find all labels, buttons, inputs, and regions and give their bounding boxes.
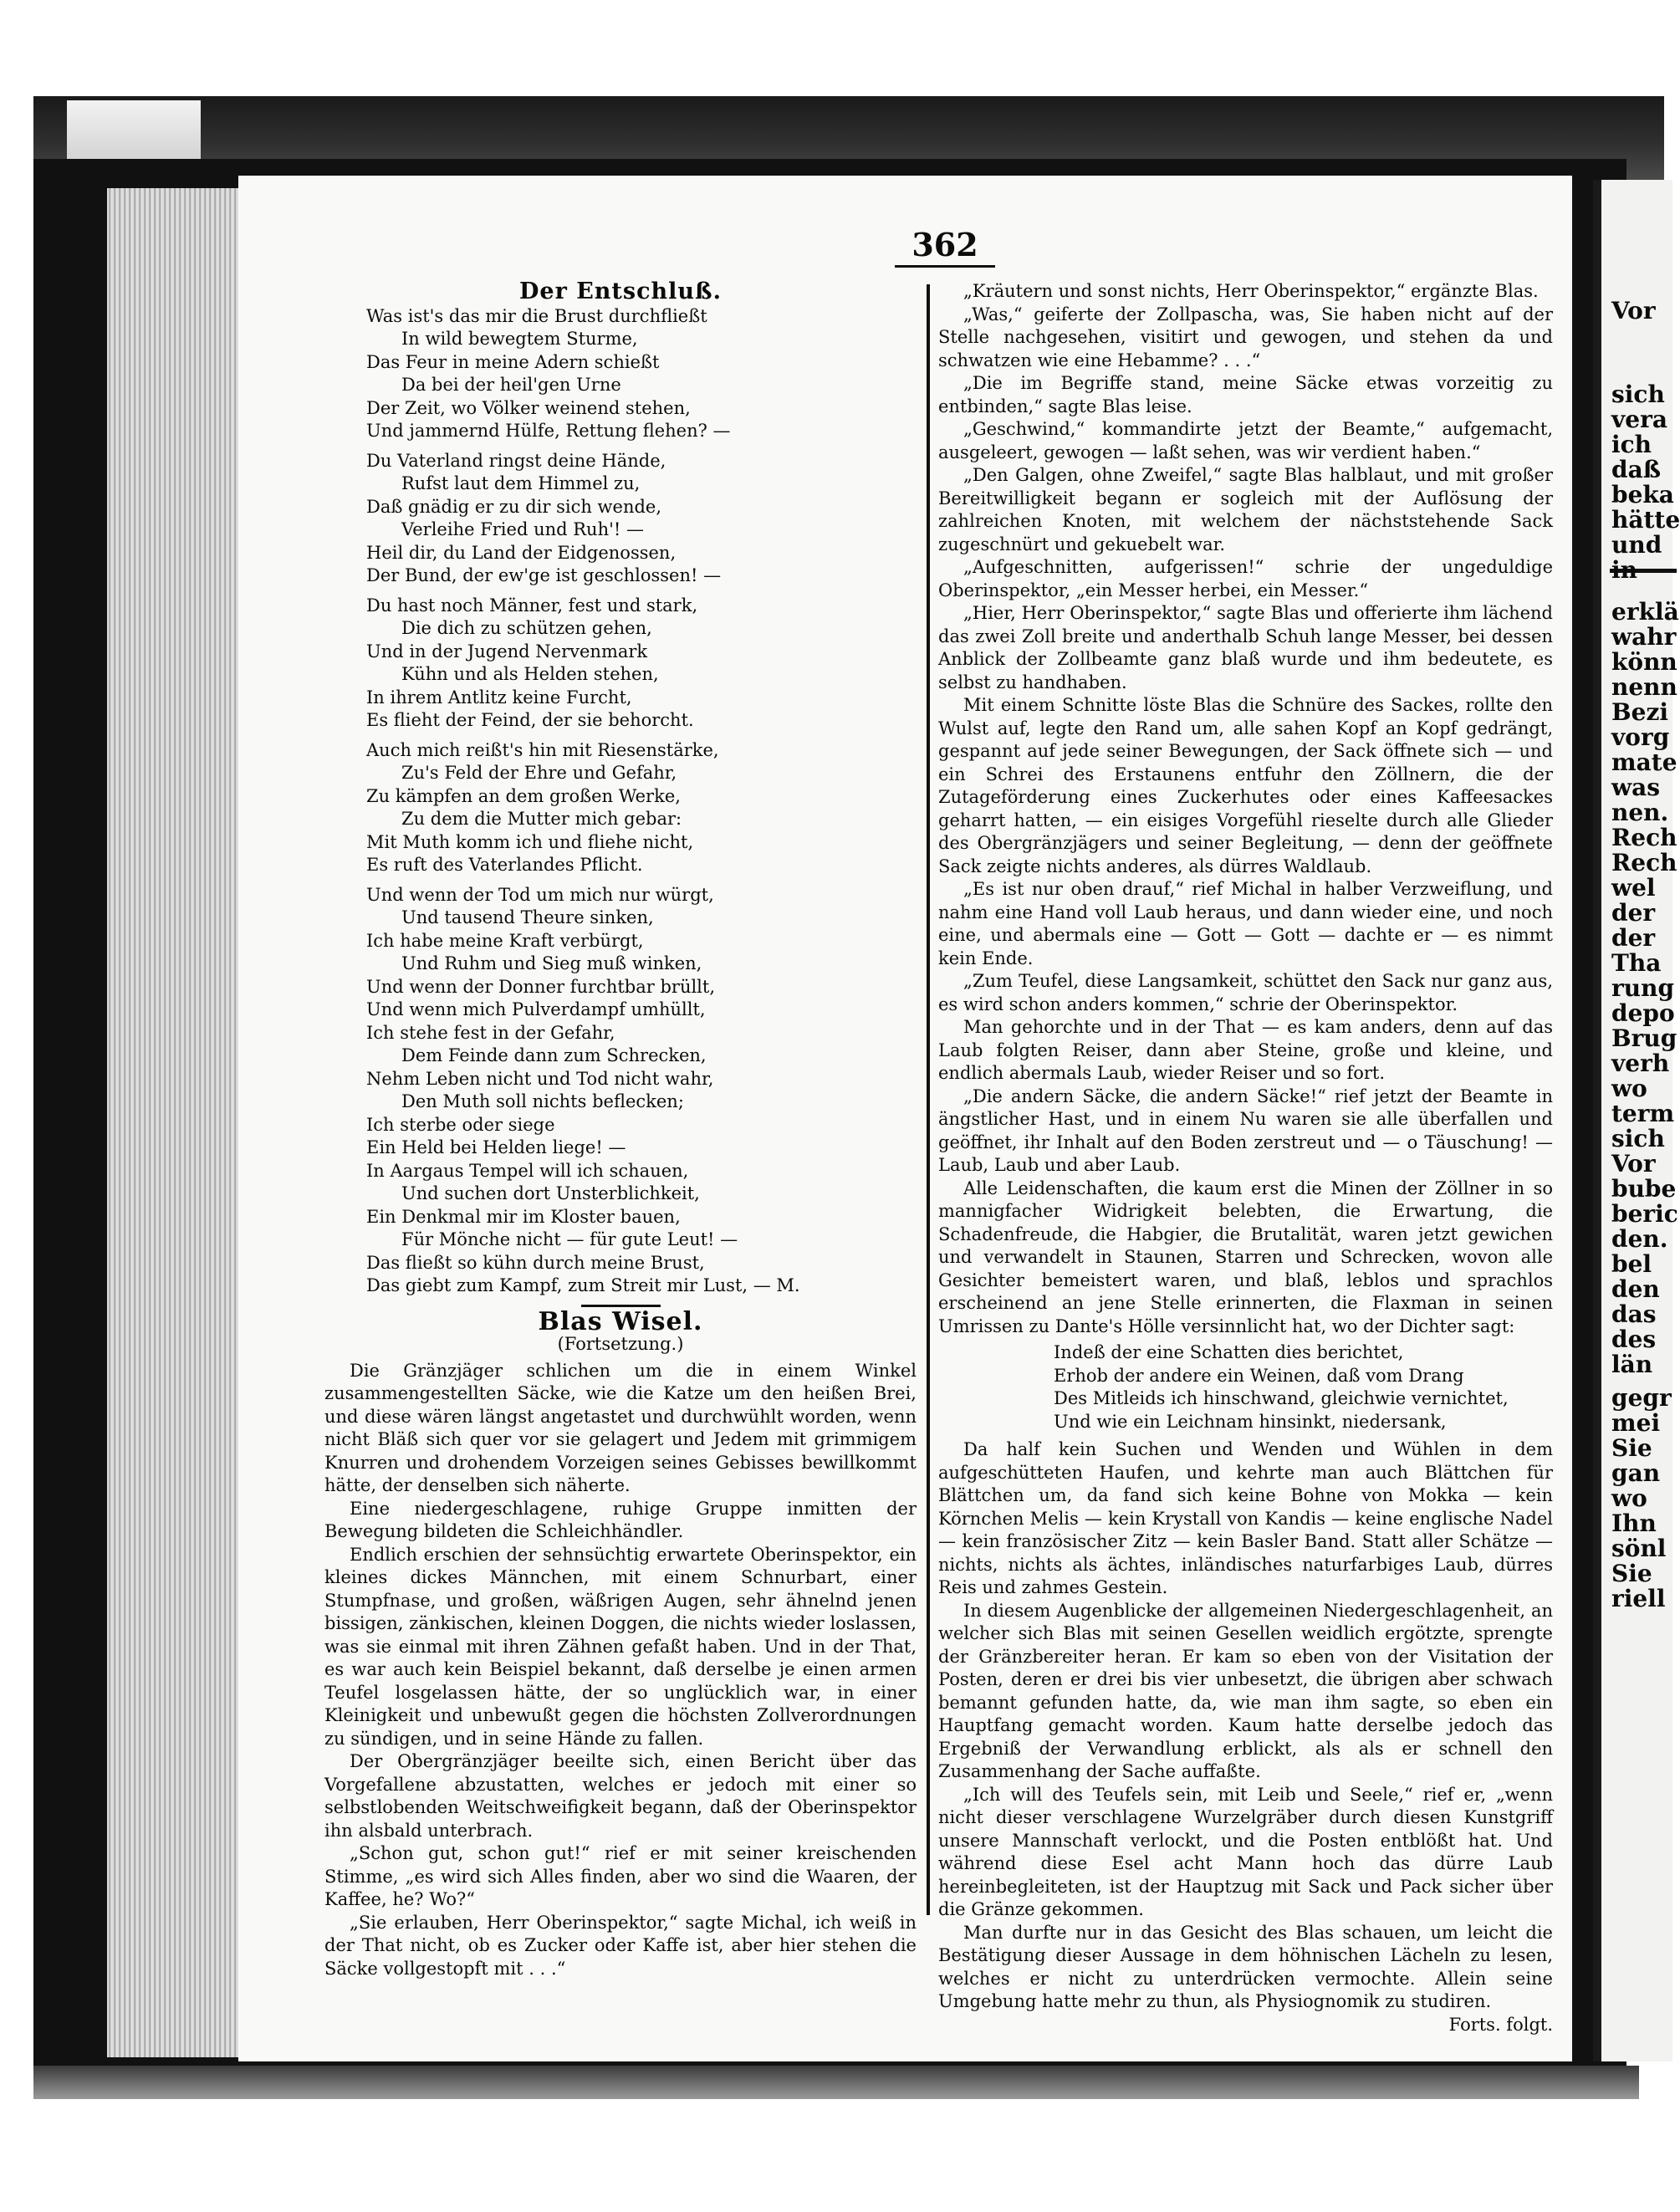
poem-stanza [366, 305, 917, 443]
adjacent-page-word: erklä [1611, 598, 1679, 626]
story-paragraph: „Schon gut, schon gut!“ rief er mit seiner kreischenden Stimme, „es wird sich Alles finden, aber wo sind die Waaren, der Kaffee, he? Wo?“ [324, 1843, 917, 1909]
poem-line: Zu's Feld der Ehre und Gefahr, [401, 763, 677, 783]
story-paragraph: Man gehorchte und in der That — es kam anders, denn auf das Laub folgten Reiser, dann aber Steine, große und kleine, und endlich abermals Laub, wieder Reiser und so fort. [938, 1017, 1553, 1083]
adjacent-page-word: Sie [1611, 1560, 1652, 1587]
poem-line: Der Zeit, wo Völker weinend stehen, [366, 397, 691, 418]
story-paragraph: Man durfte nur in das Gesicht des Blas schauen, um leicht die Bestätigung dieser Aussage in dem höhnischen Lächeln zu lesen, welches er nicht zu unterdrücken vermochte. Allein seine Umgebung hatte mehr zu thun, als Physiognomik zu studiren. [938, 1922, 1553, 2011]
poem-line: Du Vaterland ringst deine Hände, [366, 450, 666, 471]
poem-line: Das giebt zum Kampf, zum Streit mir Lust, — M. [366, 1275, 800, 1295]
scan-dark-border-bottom [33, 2066, 1639, 2099]
verse-line: Des Mitleids ich hinschwand, gleichwie vernichtet, [1054, 1388, 1509, 1408]
verse-line: Und wie ein Leichnam hinsinkt, niedersank, [1054, 1411, 1447, 1432]
adjacent-page-word: könn [1611, 648, 1677, 676]
story-paragraph: Die Gränzjäger schlichen um die in einem Winkel zusammengestellten Säcke, wie die Katze um den heißen Brei, und diese wären längst angetastet und durchwühlt worden, wenn nicht Bläß sich quer vor sie gelagert und Jedem mit grimmigem Knurren und drohendem Vorzeigen seines Gebisses bewillkommt hätte, der denselben sich näherte. [324, 1360, 917, 1495]
story-paragraph: „Die andern Säcke, die andern Säcke!“ rief jetzt der Beamte in ängstlicher Hast, und in einem Nu waren sie alle überfallen und geöffnet, ihr Inhalt auf den Boden zerstreut und — o Täuschung! — Laub, Laub und aber Laub. [938, 1086, 1553, 1175]
adjacent-page-word: daß [1611, 456, 1661, 483]
column-divider [927, 284, 930, 1915]
story-paragraph: Eine niedergeschlagene, ruhige Gruppe inmitten der Bewegung bildeten die Schleichhändler. [324, 1498, 917, 1541]
adjacent-page-word: wo [1611, 1075, 1647, 1102]
story-paragraph: „Was,“ geiferte der Zollpascha, was, Sie haben nicht auf der Stelle nachgesehen, visitirt und gewogen, und stehen da und schwatzen wie eine Hebamme? . . .“ [938, 304, 1553, 370]
story-paragraph: „Es ist nur oben drauf,“ rief Michal in halber Verzweiflung, und nahm eine Hand voll Laub heraus, und dann wieder eine, und noch eine, und abermals eine — Gott — Gott — dachte er — es nimmt kein Ende. [938, 879, 1553, 968]
adjacent-page-word: ich [1611, 431, 1652, 458]
adjacent-page-word: sich [1611, 1125, 1665, 1152]
adjacent-page-word: term [1611, 1100, 1675, 1127]
poem-line: Zu kämpfen an dem großen Werke, [366, 785, 681, 806]
poem-line: Und wenn mich Pulverdampf umhüllt, [366, 999, 706, 1019]
poem-line: Da bei der heil'gen Urne [401, 375, 621, 395]
poem-line: Rufst laut dem Himmel zu, [401, 473, 641, 493]
poem-line: Ich habe meine Kraft verbürgt, [366, 930, 644, 951]
adjacent-page-word: den [1611, 1275, 1660, 1303]
adjacent-page-word: den. [1611, 1225, 1668, 1253]
adjacent-page-word: Bezi [1611, 698, 1669, 726]
adjacent-page-word: mate [1611, 748, 1677, 776]
adjacent-page-word: sönl [1611, 1535, 1667, 1562]
adjacent-page-word: Rech [1611, 849, 1677, 876]
story-title: Blas Wisel. [538, 1306, 703, 1336]
poem-stanza [366, 884, 917, 1298]
adjacent-page-word: der [1611, 924, 1656, 952]
story-paragraph: Da half kein Suchen und Wenden und Wühlen in dem aufgeschütteten Haufen, und kehrte man auch Blättchen für Blättchen um, da fand sich keine Bohne von Mokka — kein Körnchen Melis — kein Krystall von Kandis — keine englische Nadel — kein französischer Zitz — kein Basler Band. Statt aller Schätze — nichts, nichts als ächtes, inländisches naturfarbiges Laub, dürres Reis und zahmes Gestein. [938, 1439, 1553, 1597]
book-page-edges [107, 188, 245, 2057]
poem-line: Das Feur in meine Adern schießt [366, 351, 660, 372]
poem-line: Und suchen dort Unsterblichkeit, [401, 1183, 700, 1203]
verse-line: Indeß der eine Schatten dies berichtet, [1054, 1342, 1404, 1362]
poem-line: Die dich zu schützen gehen, [401, 618, 652, 638]
poem-line: Ich stehe fest in der Gefahr, [366, 1022, 615, 1043]
story-paragraph: „Hier, Herr Oberinspektor,“ sagte Blas und offerierte ihm lächend das zwei Zoll breite und anderthalb Schuh lange Messer, bei dessen Anblick der Zollbeamte ganz blaß wurde und ihm bedeutete, es selbst zu handhaben. [938, 603, 1553, 692]
story-paragraph: „Kräutern und sonst nichts, Herr Oberinspektor,“ ergänzte Blas. [963, 281, 1539, 301]
adjacent-page-gutter [1593, 180, 1601, 2061]
poem-line: Ein Denkmal mir im Kloster bauen, [366, 1206, 681, 1227]
poem-line: Kühn und als Helden stehen, [401, 664, 659, 684]
story-text-right-lower [938, 1438, 1553, 2014]
poem-line: Nehm Leben nicht und Tod nicht wahr, [366, 1068, 714, 1089]
adjacent-page-word: gan [1611, 1459, 1661, 1487]
adjacent-page-word: in [1611, 556, 1637, 584]
adjacent-page-word: hätte [1611, 506, 1680, 534]
poem-line: Den Muth soll nichts beflecken; [401, 1091, 684, 1111]
story-paragraph: „Aufgeschnitten, aufgerissen!“ schrie der ungeduldige Oberinspektor, „ein Messer herbei, ein Messer.“ [938, 557, 1553, 600]
adjacent-page-word: der [1611, 899, 1656, 927]
adjacent-page-word: depo [1611, 999, 1675, 1027]
adjacent-page-word: mei [1611, 1409, 1661, 1437]
poem-line: In Aargaus Tempel will ich schauen, [366, 1160, 689, 1181]
adjacent-page-word: Rech [1611, 824, 1677, 851]
adjacent-page-word: vera [1611, 406, 1667, 433]
poem-line: Es ruft des Vaterlandes Pflicht. [366, 855, 643, 875]
adjacent-page-word: vorg [1611, 723, 1670, 751]
adjacent-page-word: Brug [1611, 1024, 1677, 1052]
poem-line: Mit Muth komm ich und fliehe nicht, [366, 831, 694, 852]
poem-line: Ein Held bei Helden liege! — [366, 1137, 626, 1157]
poem-title: Der Entschluß. [519, 278, 722, 304]
adjacent-page-word: beric [1611, 1200, 1678, 1228]
story-subtitle: (Fortsetzung.) [557, 1334, 684, 1354]
poem-line: Für Mönche nicht — für gute Leut! — [401, 1229, 738, 1249]
story-paragraph: „Ich will des Teufels sein, mit Leib und Seele,“ rief er, „wenn nicht dieser verschlagene Wurzelgräber durch diesen Kunstgriff unsere Mannschaft verlockt, und die Posten entblößt hat. Und während diese Esel acht Mann hoch das dürre Laub hereinbegleiteten, ist der Hauptzug mit Sack und Pack sicher über die Gränze gekommen. [938, 1784, 1553, 1919]
story-paragraph: „Die im Begriffe stand, meine Säcke etwas vorzeitig zu entbinden,“ sagte Blas leise. [938, 373, 1553, 416]
poem-line: Verleihe Fried und Ruh'! — [401, 519, 644, 539]
adjacent-page-word: län [1611, 1351, 1653, 1378]
poem-stanza [366, 595, 917, 733]
adjacent-page-word: gegr [1611, 1384, 1672, 1412]
adjacent-page-word: nen. [1611, 799, 1669, 826]
poem-line: Und in der Jugend Nervenmark [366, 641, 648, 662]
adjacent-page-strip [1593, 180, 1680, 2061]
poem-line: Und wenn der Tod um mich nur würgt, [366, 884, 714, 905]
poem-line: Der Bund, der ew'ge ist geschlossen! — [366, 565, 722, 585]
adjacent-page-word: verh [1611, 1050, 1670, 1077]
poem-line: Und jammernd Hülfe, Rettung flehen? — [366, 421, 731, 441]
adjacent-page-word: beka [1611, 481, 1674, 508]
adjacent-page-word: riell [1611, 1585, 1666, 1612]
story-paragraph: „Zum Teufel, diese Langsamkeit, schüttet den Sack nur ganz aus, es wird schon anders kommen,“ schrie der Oberinspektor. [938, 971, 1553, 1014]
story-paragraph: Endlich erschien der sehnsüchtig erwartete Oberinspektor, ein kleines dickes Männchen, mit einem Schnurbart, einer Stumpfnase, und großen, wäßrigen Augen, sehr ähnelnd jenen bissigen, zänkischen, kleinen Doggen, die nichts wieder loslassen, was sie einmal mit ihren Zähnen gefaßt haben. Und in der That, es war auch kein Beispiel bekannt, daß derselbe je einen armen Teufel losgelassen hätte, der so unglücklich war, in einer Kleinigkeit und unbewußt gegen die höchsten Zollverordnungen zu sündigen, und in seine Hände zu fallen. [324, 1544, 917, 1749]
adjacent-page-word: bube [1611, 1175, 1677, 1203]
adjacent-page-word: bel [1611, 1250, 1652, 1278]
adjacent-page-word: Vor [1611, 1150, 1656, 1178]
poem-line: Und wenn der Donner furchtbar brüllt, [366, 976, 716, 997]
adjacent-page-word: nenn [1611, 673, 1677, 701]
poem-line: Zu dem die Mutter mich gebar: [401, 809, 682, 829]
poem-line: Was ist's das mir die Brust durchfließt [366, 305, 707, 326]
verse-line: Erhob der andere ein Weinen, daß vom Drang [1054, 1365, 1464, 1386]
poem-line: In wild bewegtem Sturme, [401, 329, 638, 349]
adjacent-page-word: das [1611, 1300, 1657, 1328]
adjacent-page-word: Sie [1611, 1434, 1652, 1462]
poem-line: Und Ruhm und Sieg muß winken, [401, 953, 702, 973]
continued-label: Forts. folgt. [1448, 2014, 1553, 2035]
adjacent-page-word: rung [1611, 974, 1675, 1002]
poem-line: Du hast noch Männer, fest und stark, [366, 595, 698, 616]
page-number: 362 [895, 226, 995, 268]
story-paragraph: Der Obergränzjäger beeilte sich, einen Bericht über das Vorgefallene abzustatten, welches er jedoch mit einer so selbstlobenden Weitschweifigkeit begann, daß der Oberinspektor ihn alsbald unterbrach. [324, 1751, 917, 1841]
poem-line: Ich sterbe oder siege [366, 1114, 555, 1135]
poem-line: Daß gnädig er zu dir sich wende, [366, 496, 662, 517]
poem-line: In ihrem Antlitz keine Furcht, [366, 687, 632, 708]
story-text-left [324, 1360, 917, 1981]
story-paragraph: „Geschwind,“ kommandirte jetzt der Beamte,“ aufgemacht, ausgeleert, gewogen — laßt sehen, was wir verdient haben.“ [938, 419, 1553, 462]
poem-stanza [366, 739, 917, 877]
poem-line: Dem Feinde dann zum Schrecken, [401, 1045, 707, 1065]
adjacent-page-word: des [1611, 1326, 1657, 1353]
poem-line: Und tausend Theure sinken, [401, 907, 654, 927]
story-paragraph: Mit einem Schnitte löste Blas die Schnüre des Sackes, rollte den Wulst auf, legte den Rand um, alle sahen Kopf an Kopf gedrängt, gespannt auf jede seiner Bewegungen, der Sack öffnete sich — und ein Schrei des Erstaunens entfuhr den Zöllnern, die der Zutageförderung eines Zuckerhutes oder eines Kaffeesackes geharrt hatten, — ein eisiges Vorgefühl rieselte durch alle Glieder des Obergränzjägers und seiner Begleitung, — denn der geöffnete Sack zeigte nichts anderes, als dürres Waldlaub. [938, 695, 1553, 876]
story-text-right-upper [938, 280, 1553, 1338]
story-paragraph: „Sie erlauben, Herr Oberinspektor,“ sagte Michal, ich weiß in der That nicht, ob es Zucker oder Kaffe ist, aber hier stehen die Säcke vollgestopft mit . . .“ [324, 1912, 917, 1979]
poem-line: Heil dir, du Land der Eidgenossen, [366, 542, 677, 563]
left-column [324, 280, 917, 1980]
adjacent-page-word: Tha [1611, 949, 1662, 977]
story-paragraph: Alle Leidenschaften, die kaum erst die Minen der Zöllner in so mannigfacher Widrigkeit belebten, die Erwartung, die Schadenfreude, die Habgier, die Brutalität, waren jetzt gewichen und verwandelt in Staunen, Starren und Schrecken, wovon alle Gesichter bemeistert waren, und blaß, leblos und sprachlos erscheinend an jene Stelle erinnerten, die Flaxman in seinen Umrissen zu Dante's Hölle versinnlicht hat, wo der Dichter sagt: [938, 1178, 1553, 1336]
quoted-verse [1054, 1341, 1553, 1433]
right-column [938, 280, 1553, 2036]
poem-line: Es flieht der Feind, der sie behorcht. [366, 710, 694, 730]
adjacent-page-word: wel [1611, 874, 1656, 902]
adjacent-page-word: sich [1611, 381, 1665, 408]
poem-line: Auch mich reißt's hin mit Riesenstärke, [366, 739, 719, 760]
story-paragraph: In diesem Augenblicke der allgemeinen Niedergeschlagenheit, an welcher sich Blas mit seinen Gesellen weidlich ergötzte, sprengte der Gränzbereiter heran. Er kam so eben von der Visitation der Posten, deren er drei bis vier unbesetzt, die übrigen aber schwach bemannt gefunden hatte, da, wie man ihm sagte, so eben ein Hauptfang gemacht worden. Kaum hatte derselbe jedoch das Ergebniß der Verwandlung erblickt, als als er schnell den Zusammenhang der Sache auffaßte. [938, 1600, 1553, 1781]
adjacent-page-word: wahr [1611, 623, 1677, 651]
poem-line: Das fließt so kühn durch meine Brust, [366, 1252, 705, 1273]
poem-body [366, 305, 917, 1298]
adjacent-page-word: Ihn [1611, 1510, 1657, 1537]
adjacent-page-word: wo [1611, 1484, 1647, 1512]
adjacent-page-word: Vor [1611, 297, 1656, 324]
story-paragraph: „Den Galgen, ohne Zweifel,“ sagte Blas halblaut, und mit großer Bereitwilligkeit begann er sogleich mit der Auflösung der zahlreichen Knoten, mit welchem der nächststehende Sack zugeschnürt und gekuebelt war. [938, 465, 1553, 554]
poem-stanza [366, 450, 917, 588]
adjacent-page-word: was [1611, 774, 1661, 801]
adjacent-page-word: und [1611, 531, 1662, 559]
